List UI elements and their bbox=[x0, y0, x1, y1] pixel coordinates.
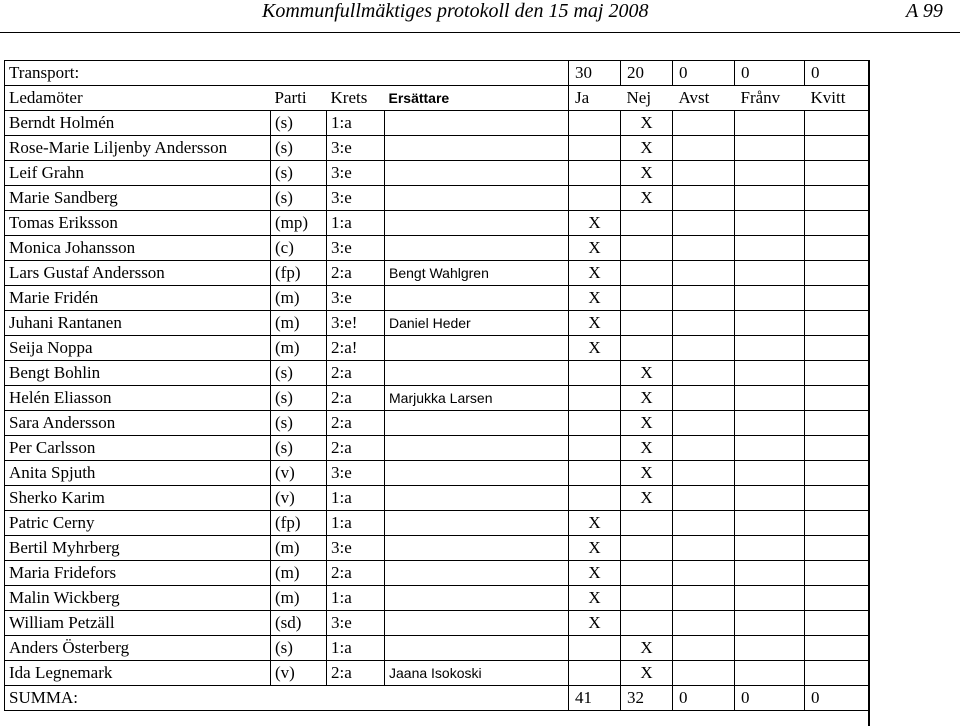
member-krets: 2:a bbox=[327, 411, 385, 436]
member-krets: 3:e! bbox=[327, 311, 385, 336]
table-row bbox=[5, 561, 869, 586]
transport-row bbox=[5, 61, 869, 86]
member-parti: (s) bbox=[271, 186, 327, 211]
member-krets: 2:a bbox=[327, 561, 385, 586]
column-header-parti: Parti bbox=[271, 86, 327, 111]
member-name: Seija Noppa bbox=[5, 336, 271, 361]
member-ersattare bbox=[385, 561, 569, 586]
member-name: Juhani Rantanen bbox=[5, 311, 271, 336]
vote-ja bbox=[569, 386, 621, 411]
vote-nej: X bbox=[621, 386, 673, 411]
member-name: Patric Cerny bbox=[5, 511, 271, 536]
member-name: Sherko Karim bbox=[5, 486, 271, 511]
vote-ja: X bbox=[569, 511, 621, 536]
member-name: Anita Spjuth bbox=[5, 461, 271, 486]
table-row bbox=[5, 136, 869, 161]
vote-kvitt bbox=[805, 486, 869, 511]
member-ersattare bbox=[385, 336, 569, 361]
summa-row bbox=[5, 686, 869, 711]
vote-ja bbox=[569, 186, 621, 211]
member-parti: (v) bbox=[271, 661, 327, 686]
vote-kvitt bbox=[805, 211, 869, 236]
vote-franv bbox=[735, 411, 805, 436]
vote-nej bbox=[621, 536, 673, 561]
member-ersattare bbox=[385, 536, 569, 561]
transport-nej: 20 bbox=[621, 61, 673, 86]
vote-ja bbox=[569, 661, 621, 686]
member-ersattare bbox=[385, 586, 569, 611]
vote-avst bbox=[673, 211, 735, 236]
vote-franv bbox=[735, 311, 805, 336]
vote-ja: X bbox=[569, 536, 621, 561]
member-ersattare: Daniel Heder bbox=[385, 311, 569, 336]
vote-ja: X bbox=[569, 611, 621, 636]
member-krets: 3:e bbox=[327, 286, 385, 311]
vote-ja: X bbox=[569, 211, 621, 236]
vote-kvitt bbox=[805, 361, 869, 386]
member-krets: 3:e bbox=[327, 611, 385, 636]
member-name: Ida Legnemark bbox=[5, 661, 271, 686]
vote-ja bbox=[569, 461, 621, 486]
table-row bbox=[5, 536, 869, 561]
summa-kvitt: 0 bbox=[805, 686, 869, 711]
table-edge-divider bbox=[868, 60, 870, 726]
vote-franv bbox=[735, 436, 805, 461]
member-ersattare bbox=[385, 411, 569, 436]
member-krets: 2:a bbox=[327, 361, 385, 386]
vote-ja bbox=[569, 136, 621, 161]
vote-nej bbox=[621, 586, 673, 611]
column-header-ersattare: Ersättare bbox=[385, 86, 569, 111]
vote-franv bbox=[735, 211, 805, 236]
vote-nej bbox=[621, 211, 673, 236]
vote-ja: X bbox=[569, 261, 621, 286]
vote-nej bbox=[621, 561, 673, 586]
vote-avst bbox=[673, 361, 735, 386]
vote-franv bbox=[735, 161, 805, 186]
member-krets: 3:e bbox=[327, 236, 385, 261]
vote-kvitt bbox=[805, 161, 869, 186]
vote-kvitt bbox=[805, 511, 869, 536]
table-row bbox=[5, 336, 869, 361]
vote-franv bbox=[735, 186, 805, 211]
member-krets: 3:e bbox=[327, 161, 385, 186]
member-krets: 3:e bbox=[327, 461, 385, 486]
member-ersattare bbox=[385, 636, 569, 661]
member-parti: (s) bbox=[271, 111, 327, 136]
vote-avst bbox=[673, 511, 735, 536]
member-name: Lars Gustaf Andersson bbox=[5, 261, 271, 286]
member-krets: 3:e bbox=[327, 536, 385, 561]
table-row bbox=[5, 436, 869, 461]
member-ersattare: Bengt Wahlgren bbox=[385, 261, 569, 286]
member-krets: 3:e bbox=[327, 186, 385, 211]
column-header-kvitt: Kvitt bbox=[805, 86, 869, 111]
table-row bbox=[5, 311, 869, 336]
vote-avst bbox=[673, 386, 735, 411]
member-krets: 1:a bbox=[327, 511, 385, 536]
member-parti: (m) bbox=[271, 586, 327, 611]
member-name: William Petzäll bbox=[5, 611, 271, 636]
member-parti: (m) bbox=[271, 286, 327, 311]
vote-avst bbox=[673, 136, 735, 161]
vote-ja: X bbox=[569, 336, 621, 361]
vote-avst bbox=[673, 661, 735, 686]
vote-franv bbox=[735, 386, 805, 411]
summa-ja: 41 bbox=[569, 686, 621, 711]
vote-franv bbox=[735, 486, 805, 511]
member-ersattare bbox=[385, 611, 569, 636]
vote-ja bbox=[569, 111, 621, 136]
table-row bbox=[5, 186, 869, 211]
vote-franv bbox=[735, 111, 805, 136]
vote-nej: X bbox=[621, 411, 673, 436]
vote-ja bbox=[569, 411, 621, 436]
member-parti: (fp) bbox=[271, 261, 327, 286]
vote-franv bbox=[735, 286, 805, 311]
vote-nej bbox=[621, 511, 673, 536]
member-name: Bengt Bohlin bbox=[5, 361, 271, 386]
member-parti: (s) bbox=[271, 636, 327, 661]
vote-ja: X bbox=[569, 586, 621, 611]
member-name: Bertil Myhrberg bbox=[5, 536, 271, 561]
vote-avst bbox=[673, 411, 735, 436]
member-parti: (sd) bbox=[271, 611, 327, 636]
vote-kvitt bbox=[805, 111, 869, 136]
vote-nej: X bbox=[621, 186, 673, 211]
vote-ja bbox=[569, 436, 621, 461]
column-header-nej: Nej bbox=[621, 86, 673, 111]
member-parti: (s) bbox=[271, 411, 327, 436]
vote-avst bbox=[673, 236, 735, 261]
transport-label: Transport: bbox=[5, 61, 271, 86]
member-rows bbox=[5, 111, 869, 686]
vote-ja: X bbox=[569, 561, 621, 586]
vote-ja: X bbox=[569, 236, 621, 261]
page-number: A 99 bbox=[906, 0, 943, 22]
table-row bbox=[5, 636, 869, 661]
vote-kvitt bbox=[805, 261, 869, 286]
vote-nej bbox=[621, 336, 673, 361]
column-header-franv: Frånv bbox=[735, 86, 805, 111]
vote-avst bbox=[673, 261, 735, 286]
table-row bbox=[5, 461, 869, 486]
member-name: Maria Fridefors bbox=[5, 561, 271, 586]
member-parti: (s) bbox=[271, 386, 327, 411]
summa-franv: 0 bbox=[735, 686, 805, 711]
table-row bbox=[5, 386, 869, 411]
page-header bbox=[0, 0, 960, 33]
vote-kvitt bbox=[805, 336, 869, 361]
member-krets: 2:a bbox=[327, 261, 385, 286]
member-parti: (s) bbox=[271, 361, 327, 386]
table-row bbox=[5, 511, 869, 536]
column-header-row bbox=[5, 86, 869, 111]
vote-kvitt bbox=[805, 561, 869, 586]
member-krets: 1:a bbox=[327, 211, 385, 236]
vote-nej bbox=[621, 311, 673, 336]
column-header-ledamoter: Ledamöter bbox=[5, 86, 271, 111]
member-name: Berndt Holmén bbox=[5, 111, 271, 136]
vote-table bbox=[4, 60, 869, 711]
member-ersattare bbox=[385, 486, 569, 511]
member-ersattare bbox=[385, 236, 569, 261]
member-name: Monica Johansson bbox=[5, 236, 271, 261]
member-ersattare bbox=[385, 461, 569, 486]
vote-kvitt bbox=[805, 536, 869, 561]
vote-avst bbox=[673, 486, 735, 511]
member-krets: 1:a bbox=[327, 111, 385, 136]
member-parti: (m) bbox=[271, 311, 327, 336]
vote-nej: X bbox=[621, 161, 673, 186]
vote-avst bbox=[673, 536, 735, 561]
member-parti: (m) bbox=[271, 536, 327, 561]
vote-avst bbox=[673, 461, 735, 486]
vote-nej bbox=[621, 286, 673, 311]
vote-franv bbox=[735, 511, 805, 536]
member-parti: (c) bbox=[271, 236, 327, 261]
vote-ja bbox=[569, 161, 621, 186]
member-name: Per Carlsson bbox=[5, 436, 271, 461]
member-ersattare: Jaana Isokoski bbox=[385, 661, 569, 686]
member-ersattare bbox=[385, 111, 569, 136]
vote-franv bbox=[735, 336, 805, 361]
member-ersattare bbox=[385, 436, 569, 461]
vote-avst bbox=[673, 586, 735, 611]
vote-avst bbox=[673, 436, 735, 461]
vote-franv bbox=[735, 361, 805, 386]
vote-nej: X bbox=[621, 636, 673, 661]
vote-kvitt bbox=[805, 386, 869, 411]
vote-franv bbox=[735, 261, 805, 286]
member-name: Tomas Eriksson bbox=[5, 211, 271, 236]
vote-ja: X bbox=[569, 311, 621, 336]
table-row bbox=[5, 111, 869, 136]
vote-nej bbox=[621, 261, 673, 286]
vote-nej: X bbox=[621, 361, 673, 386]
table-row bbox=[5, 661, 869, 686]
member-ersattare bbox=[385, 286, 569, 311]
vote-nej: X bbox=[621, 111, 673, 136]
vote-kvitt bbox=[805, 136, 869, 161]
vote-ja: X bbox=[569, 286, 621, 311]
vote-avst bbox=[673, 111, 735, 136]
vote-franv bbox=[735, 611, 805, 636]
member-ersattare bbox=[385, 136, 569, 161]
member-parti: (mp) bbox=[271, 211, 327, 236]
vote-avst bbox=[673, 311, 735, 336]
member-parti: (s) bbox=[271, 136, 327, 161]
member-ersattare: Marjukka Larsen bbox=[385, 386, 569, 411]
member-krets: 2:a bbox=[327, 661, 385, 686]
member-krets: 2:a bbox=[327, 436, 385, 461]
member-ersattare bbox=[385, 361, 569, 386]
table-row bbox=[5, 286, 869, 311]
vote-avst bbox=[673, 611, 735, 636]
vote-kvitt bbox=[805, 586, 869, 611]
member-parti: (v) bbox=[271, 461, 327, 486]
member-parti: (s) bbox=[271, 436, 327, 461]
vote-avst bbox=[673, 636, 735, 661]
column-header-ja: Ja bbox=[569, 86, 621, 111]
vote-nej: X bbox=[621, 661, 673, 686]
member-krets: 1:a bbox=[327, 486, 385, 511]
member-name: Helén Eliasson bbox=[5, 386, 271, 411]
member-parti: (m) bbox=[271, 561, 327, 586]
table-row bbox=[5, 411, 869, 436]
document-title: Kommunfullmäktiges protokoll den 15 maj 2008 bbox=[262, 0, 649, 22]
summa-avst: 0 bbox=[673, 686, 735, 711]
vote-avst bbox=[673, 286, 735, 311]
member-name: Malin Wickberg bbox=[5, 586, 271, 611]
column-header-krets: Krets bbox=[327, 86, 385, 111]
member-krets: 3:e bbox=[327, 136, 385, 161]
vote-avst bbox=[673, 186, 735, 211]
vote-kvitt bbox=[805, 186, 869, 211]
transport-kvitt: 0 bbox=[805, 61, 869, 86]
member-parti: (fp) bbox=[271, 511, 327, 536]
vote-kvitt bbox=[805, 311, 869, 336]
vote-kvitt bbox=[805, 286, 869, 311]
column-header-avst: Avst bbox=[673, 86, 735, 111]
member-krets: 1:a bbox=[327, 586, 385, 611]
vote-kvitt bbox=[805, 611, 869, 636]
vote-franv bbox=[735, 636, 805, 661]
vote-nej: X bbox=[621, 436, 673, 461]
transport-franv: 0 bbox=[735, 61, 805, 86]
member-name: Marie Sandberg bbox=[5, 186, 271, 211]
vote-nej: X bbox=[621, 136, 673, 161]
vote-ja bbox=[569, 361, 621, 386]
member-name: Sara Andersson bbox=[5, 411, 271, 436]
vote-ja bbox=[569, 636, 621, 661]
vote-kvitt bbox=[805, 461, 869, 486]
vote-avst bbox=[673, 561, 735, 586]
member-krets: 2:a bbox=[327, 386, 385, 411]
vote-kvitt bbox=[805, 236, 869, 261]
vote-avst bbox=[673, 336, 735, 361]
vote-franv bbox=[735, 236, 805, 261]
member-krets: 2:a! bbox=[327, 336, 385, 361]
table-row bbox=[5, 236, 869, 261]
summa-nej: 32 bbox=[621, 686, 673, 711]
member-ersattare bbox=[385, 186, 569, 211]
member-ersattare bbox=[385, 211, 569, 236]
table-row bbox=[5, 611, 869, 636]
vote-franv bbox=[735, 536, 805, 561]
transport-ja: 30 bbox=[569, 61, 621, 86]
member-krets: 1:a bbox=[327, 636, 385, 661]
vote-franv bbox=[735, 461, 805, 486]
vote-nej bbox=[621, 236, 673, 261]
member-name: Marie Fridén bbox=[5, 286, 271, 311]
vote-franv bbox=[735, 136, 805, 161]
member-ersattare bbox=[385, 511, 569, 536]
member-ersattare bbox=[385, 161, 569, 186]
table-row bbox=[5, 161, 869, 186]
vote-kvitt bbox=[805, 411, 869, 436]
vote-franv bbox=[735, 561, 805, 586]
vote-nej: X bbox=[621, 486, 673, 511]
vote-nej: X bbox=[621, 461, 673, 486]
member-name: Anders Österberg bbox=[5, 636, 271, 661]
member-parti: (s) bbox=[271, 161, 327, 186]
member-name: Rose-Marie Liljenby Andersson bbox=[5, 136, 271, 161]
transport-avst: 0 bbox=[673, 61, 735, 86]
vote-kvitt bbox=[805, 436, 869, 461]
summa-label: SUMMA: bbox=[5, 686, 271, 711]
table-row bbox=[5, 586, 869, 611]
vote-franv bbox=[735, 586, 805, 611]
table-row bbox=[5, 211, 869, 236]
table-row bbox=[5, 486, 869, 511]
vote-kvitt bbox=[805, 661, 869, 686]
member-name: Leif Grahn bbox=[5, 161, 271, 186]
vote-kvitt bbox=[805, 636, 869, 661]
member-parti: (v) bbox=[271, 486, 327, 511]
vote-avst bbox=[673, 161, 735, 186]
member-parti: (m) bbox=[271, 336, 327, 361]
vote-nej bbox=[621, 611, 673, 636]
table-row bbox=[5, 361, 869, 386]
vote-franv bbox=[735, 661, 805, 686]
vote-ja bbox=[569, 486, 621, 511]
table-row bbox=[5, 261, 869, 286]
